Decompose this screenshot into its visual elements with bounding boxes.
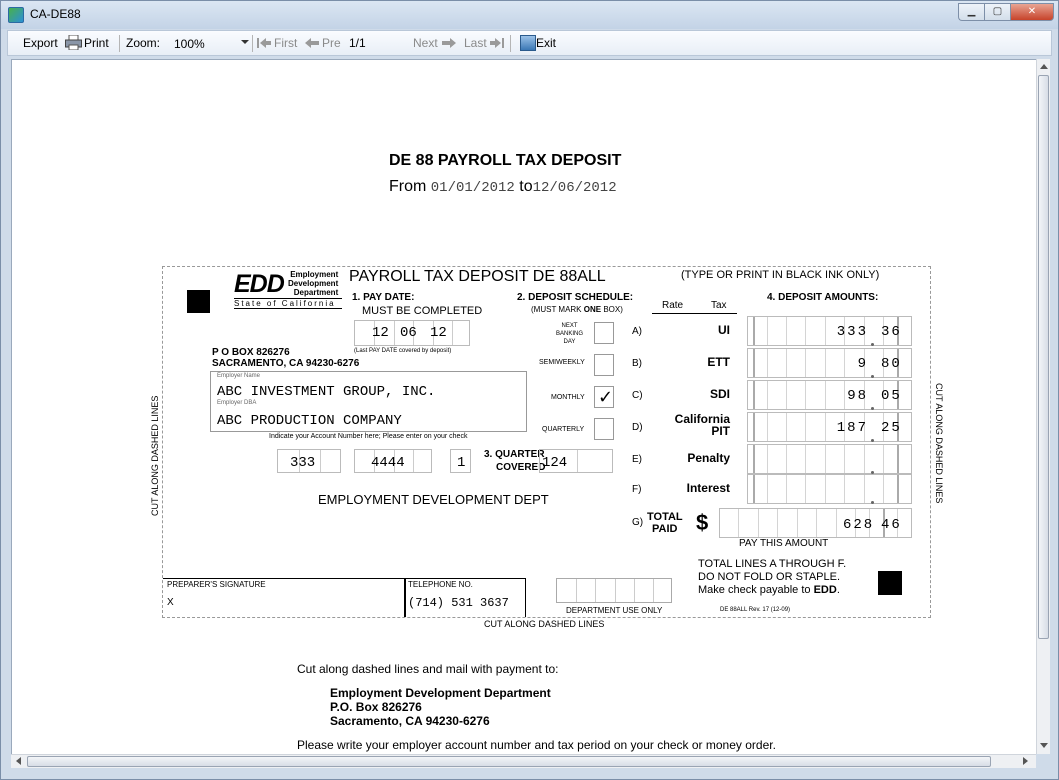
report-viewport[interactable] [11, 59, 1036, 754]
zoom-label: Zoom: [126, 36, 161, 50]
decimal-dot [871, 407, 874, 410]
cut-line-left: CUT ALONG DASHED LINES [150, 395, 160, 516]
row-dollars: 9 [857, 356, 868, 372]
row-label-line: Interest [686, 481, 730, 495]
row-cents: 80 [881, 356, 902, 372]
payee-name: EMPLOYMENT DEVELOPMENT DEPT [318, 492, 549, 507]
row-label-line: SDI [709, 387, 730, 401]
maximize-button[interactable]: ▢ [984, 3, 1010, 21]
decimal-dot [871, 501, 874, 504]
telephone-value: (714) 531 3637 [408, 596, 509, 610]
label-line: TOTAL [647, 511, 683, 523]
note-line: TOTAL LINES A THROUGH F. [698, 558, 847, 570]
check-mark-icon: ✓ [598, 387, 614, 407]
department-use-label: DEPARTMENT USE ONLY [566, 606, 663, 615]
mail-instruction: Cut along dashed lines and mail with payment to: [297, 662, 559, 676]
row-label [640, 388, 730, 400]
row-label-line: PIT [711, 424, 730, 438]
deposit-schedule-label: 2. DEPOSIT SCHEDULE: [517, 292, 634, 303]
row-cents: 36 [881, 324, 902, 340]
checkbox-quarterly[interactable] [594, 418, 614, 440]
next-page-icon [442, 37, 456, 49]
last-page-button[interactable]: Last [464, 36, 487, 50]
note-text: (MUST MARK [531, 305, 584, 314]
decimal-dot [871, 343, 874, 346]
note-text: ONE [583, 305, 602, 314]
pay-date-note: MUST BE COMPLETED [362, 305, 483, 317]
quarter-value: 124 [542, 455, 568, 471]
pay-date-hint: (Last PAY DATE covered by deposit) [354, 348, 452, 354]
zoom-value: 100% [174, 37, 205, 51]
employer-dba-label: Employer DBA [217, 400, 257, 406]
note-text: . [836, 584, 840, 596]
account-3-value: 1 [457, 455, 466, 471]
pay-date-label: 1. PAY DATE: [352, 292, 415, 303]
app-icon [8, 7, 24, 23]
row-label-line: UI [718, 323, 730, 337]
prev-page-button[interactable]: Pre [322, 36, 341, 50]
account-2-value: 4444 [371, 455, 405, 471]
vertical-scrollbar[interactable] [1036, 59, 1050, 754]
row-dollars: 333 [836, 324, 868, 340]
tax-label: Tax [711, 300, 727, 311]
total-cents: 46 [881, 517, 902, 533]
label-line: DAY [563, 339, 576, 345]
address-line-2: SACRAMENTO, CA 94230-6276 [212, 358, 360, 369]
toolbar-separator [252, 35, 253, 52]
mail-address-line: P.O. Box 826276 [330, 700, 422, 714]
mail-address [330, 686, 551, 728]
report-title: DE 88 PAYROLL TAX DEPOSIT [389, 152, 622, 169]
row-dollars: 187 [836, 420, 868, 436]
title-bar [1, 1, 1058, 29]
registration-mark [878, 571, 902, 595]
pay-date-year: 12 [430, 325, 447, 341]
employer-dba: ABC PRODUCTION COMPANY [217, 413, 402, 429]
total-letter: G) [632, 517, 644, 528]
printer-icon [65, 35, 82, 50]
row-letter: C) [632, 390, 643, 401]
scroll-left-icon[interactable] [16, 757, 21, 765]
form-header: PAYROLL TAX DEPOSIT DE 88ALL [349, 268, 606, 285]
row-label-line: California [674, 412, 730, 426]
note-text: Make check payable to [698, 584, 814, 596]
sched-semiweekly-label: SEMIWEEKLY [539, 359, 585, 366]
row-label [640, 452, 730, 464]
to-date: 12/06/2012 [532, 180, 617, 196]
account-1-value: 333 [290, 455, 316, 471]
edd-line: Development [288, 279, 339, 288]
edd-logo: EDD [234, 270, 284, 298]
checkbox-next-banking-day[interactable] [594, 322, 614, 344]
preparer-signature-label: PREPARER'S SIGNATURE [167, 580, 266, 589]
total-paid-label [647, 511, 683, 535]
payment-notes [698, 558, 846, 597]
dollar-sign-icon: $ [696, 510, 709, 535]
form-revision: DE 88ALL Rev. 17 (12-09) [720, 607, 791, 613]
decimal-dot [871, 439, 874, 442]
scroll-down-icon[interactable] [1040, 743, 1048, 748]
ink-note: (TYPE OR PRINT IN BLACK INK ONLY) [681, 269, 880, 281]
account-hint: Indicate your Account Number here; Please enter on your check [269, 433, 468, 440]
note-line: DO NOT FOLD OR STAPLE. [698, 571, 841, 583]
export-button[interactable]: Export [23, 36, 58, 50]
note-line [698, 584, 846, 597]
row-letter: B) [632, 358, 642, 369]
note-text: EDD [813, 584, 837, 596]
pay-date-month: 12 [372, 325, 389, 341]
pay-this-amount: PAY THIS AMOUNT [739, 538, 829, 549]
sched-next-banking-day-label [556, 322, 583, 346]
rate-label: Rate [662, 300, 684, 311]
quarter-label-2: COVERED [496, 462, 546, 473]
edd-line: Department [293, 288, 339, 297]
checkbox-monthly[interactable] [594, 386, 614, 408]
chevron-down-icon [241, 40, 249, 44]
row-cents: 05 [881, 388, 902, 404]
minimize-button[interactable]: ▁ [958, 3, 984, 21]
edd-department-name [288, 270, 338, 297]
row-label-line: Penalty [687, 451, 730, 465]
quarter-label: 3. QUARTER [484, 449, 545, 460]
first-page-button[interactable]: First [274, 36, 298, 50]
address-line-1: P O BOX 826276 [212, 347, 290, 358]
sched-quarterly-label: QUARTERLY [542, 426, 585, 433]
cut-line-bottom: CUT ALONG DASHED LINES [484, 619, 605, 629]
telephone-label: TELEPHONE NO. [408, 580, 473, 589]
last-page-icon [490, 37, 504, 49]
to-label: to [519, 178, 533, 195]
report-period [389, 178, 617, 196]
rate-tax-header [652, 300, 737, 314]
row-letter: F) [632, 484, 642, 495]
deposit-amount-field[interactable] [747, 474, 912, 504]
checkbox-semiweekly[interactable] [594, 354, 614, 376]
note-text: BOX) [601, 305, 623, 314]
edd-line: Employment [290, 270, 339, 279]
window-title: CA-DE88 [30, 7, 81, 21]
scroll-right-icon[interactable] [1023, 757, 1028, 765]
vertical-scroll-thumb[interactable] [1038, 75, 1049, 639]
row-letter: E) [632, 454, 642, 465]
preparer-x: X [167, 597, 174, 608]
zoom-select[interactable] [171, 34, 253, 53]
row-cents: 25 [881, 420, 902, 436]
row-letter: D) [632, 422, 643, 433]
edd-state-label: State of California [234, 298, 342, 309]
row-label [640, 482, 730, 494]
row-label [640, 356, 730, 368]
horizontal-scrollbar[interactable] [11, 754, 1036, 768]
close-button[interactable]: ✕ [1010, 3, 1054, 21]
cut-line-right: CUT ALONG DASHED LINES [934, 383, 944, 504]
row-dollars: 98 [847, 388, 868, 404]
employer-name-label: Employer Name [217, 373, 261, 379]
from-label: From [389, 178, 427, 195]
toolbar-separator [119, 35, 120, 52]
page-indicator[interactable]: 1/1 [349, 36, 366, 50]
label-line: PAID [652, 523, 678, 535]
exit-button[interactable]: Exit [536, 36, 557, 50]
mail-address-line: Sacramento, CA 94230-6276 [330, 714, 490, 728]
row-letter: A) [632, 326, 642, 337]
toolbar [7, 30, 1052, 56]
from-date: 01/01/2012 [430, 180, 515, 196]
deposit-amount-field[interactable] [747, 444, 912, 474]
exit-icon [520, 35, 536, 51]
sched-monthly-label: MONTHLY [551, 394, 585, 401]
print-button[interactable]: Print [84, 36, 109, 50]
row-label-line: ETT [707, 355, 730, 369]
department-use-field [556, 578, 672, 603]
deposit-amounts-label: 4. DEPOSIT AMOUNTS: [767, 292, 879, 303]
next-page-button[interactable]: Next [413, 36, 438, 50]
first-page-icon [257, 37, 271, 49]
decimal-dot [871, 375, 874, 378]
toolbar-separator [510, 35, 511, 52]
prev-page-icon [305, 37, 319, 49]
row-label [640, 413, 730, 437]
label-line: NEXT [561, 323, 578, 329]
registration-mark [187, 290, 210, 313]
mail-address-line: Employment Development Department [330, 686, 551, 700]
employer-name: ABC INVESTMENT GROUP, INC. [217, 384, 436, 400]
deposit-schedule-note [531, 305, 623, 314]
label-line: BANKING [556, 331, 584, 337]
window-controls [958, 3, 1054, 23]
scroll-up-icon[interactable] [1040, 64, 1048, 69]
total-dollars: 628 [843, 517, 875, 533]
mail-footer: Please write your employer account number and tax period on your check or money order. [297, 738, 776, 752]
pay-date-day: 06 [400, 325, 417, 341]
horizontal-scroll-thumb[interactable] [27, 756, 991, 767]
row-label [640, 324, 730, 336]
